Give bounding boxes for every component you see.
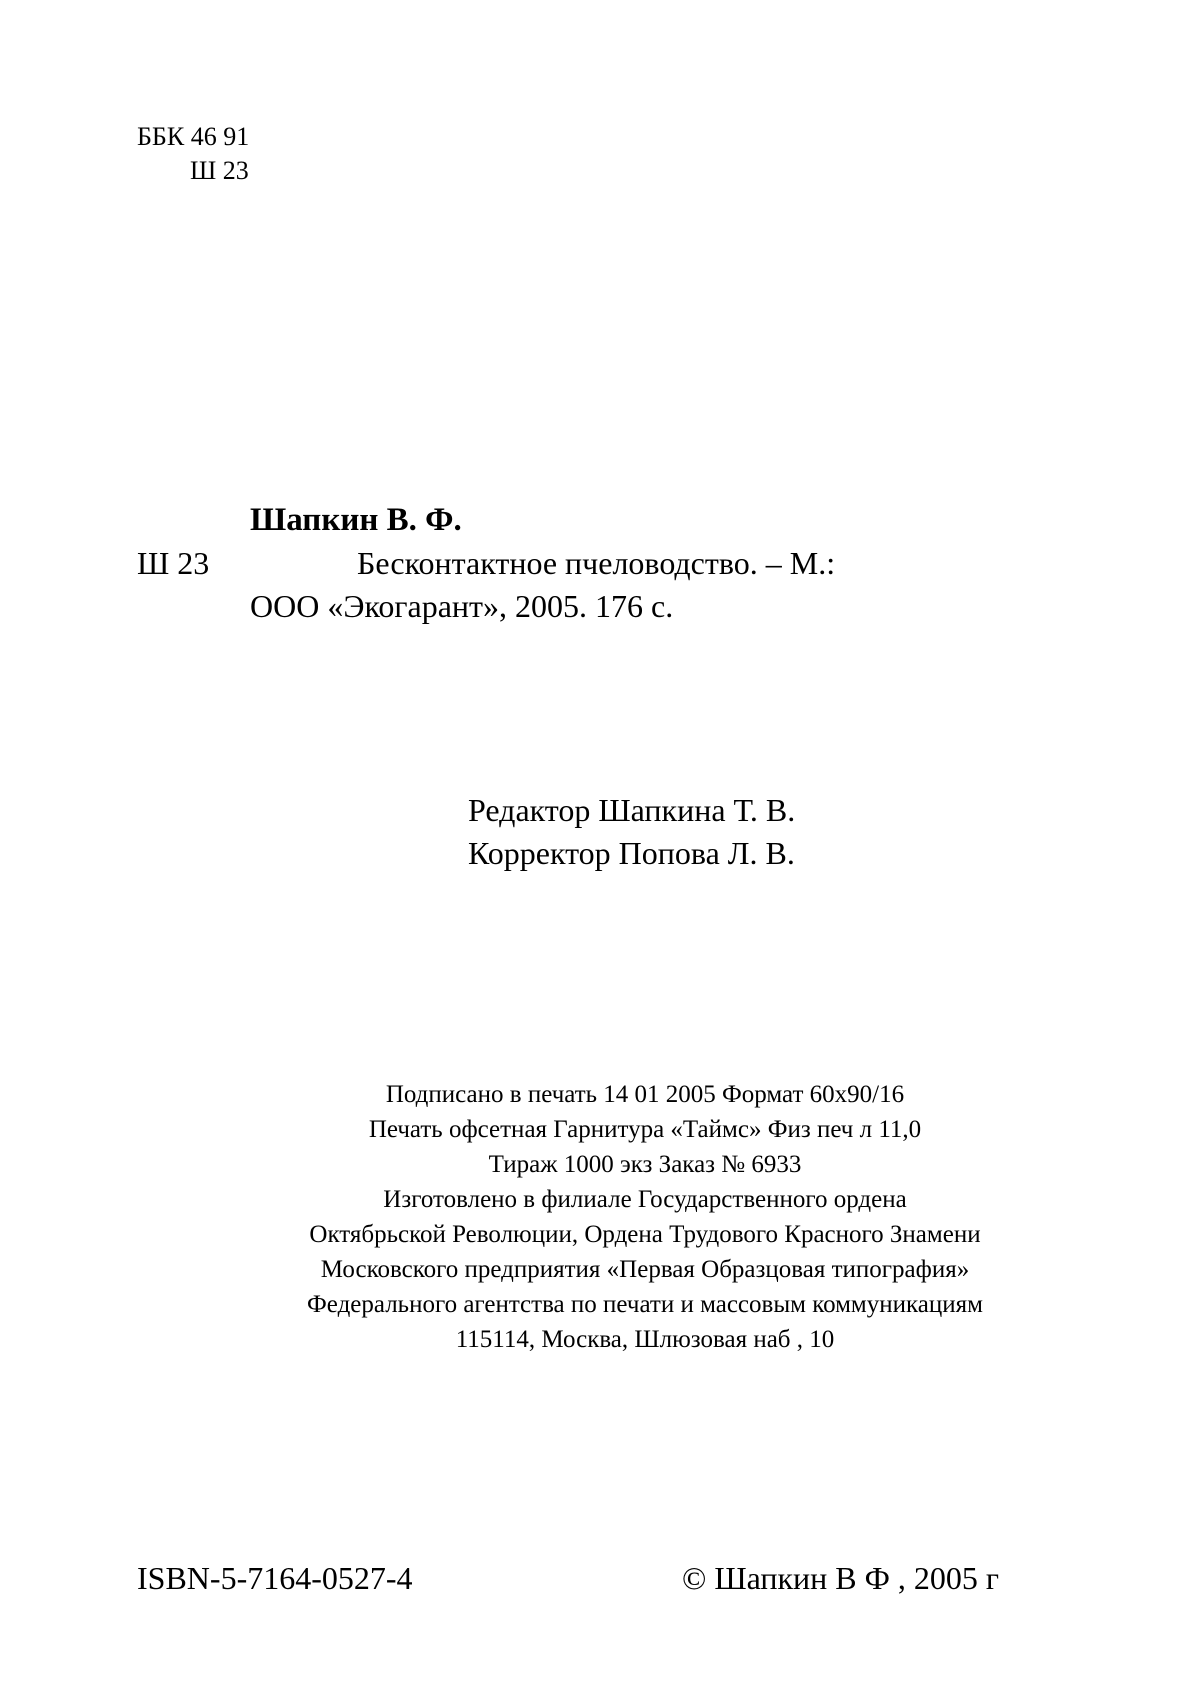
imprint-line: Печать офсетная Гарнитура «Таймс» Физ печ л 11,0 xyxy=(368,1116,922,1143)
imprint-line: 115114, Москва, Шлюзовая наб , 10 xyxy=(455,1326,835,1353)
corrector-credit: Корректор Попова Л. В. xyxy=(468,835,795,871)
publisher-info: ООО «Экогарант», 2005. 176 с. xyxy=(250,588,674,624)
bbk-code: ББК 46 91 xyxy=(137,122,250,151)
editor-credit: Редактор Шапкина Т. В. xyxy=(468,792,796,828)
imprint-line: Изготовлено в филиале Государственного ордена xyxy=(383,1186,907,1213)
author-mark: Ш 23 xyxy=(137,545,210,581)
copyright-notice: © Шапкин В Ф , 2005 г xyxy=(682,1560,1000,1596)
imprint-block xyxy=(200,1077,1090,1357)
imprint-line: Октябрьской Революции, Ордена Трудового Красного Знамени xyxy=(309,1221,981,1248)
imprint-line: Подписано в печать 14 01 2005 Формат 60x90/16 xyxy=(385,1081,905,1108)
author-mark-top: Ш 23 xyxy=(190,156,249,185)
author-name: Шапкин В. Ф. xyxy=(250,502,462,538)
imprint-line: Тираж 1000 экз Заказ № 6933 xyxy=(488,1151,802,1178)
imprint-line: Федерального агентства по печати и массовым коммуникациям xyxy=(307,1291,983,1318)
book-title: Бесконтактное пчеловодство. – М.: xyxy=(357,545,836,581)
imprint-line: Московского предприятия «Первая Образцовая типография» xyxy=(320,1256,970,1283)
isbn: ISBN-5-7164-0527-4 xyxy=(137,1560,413,1596)
